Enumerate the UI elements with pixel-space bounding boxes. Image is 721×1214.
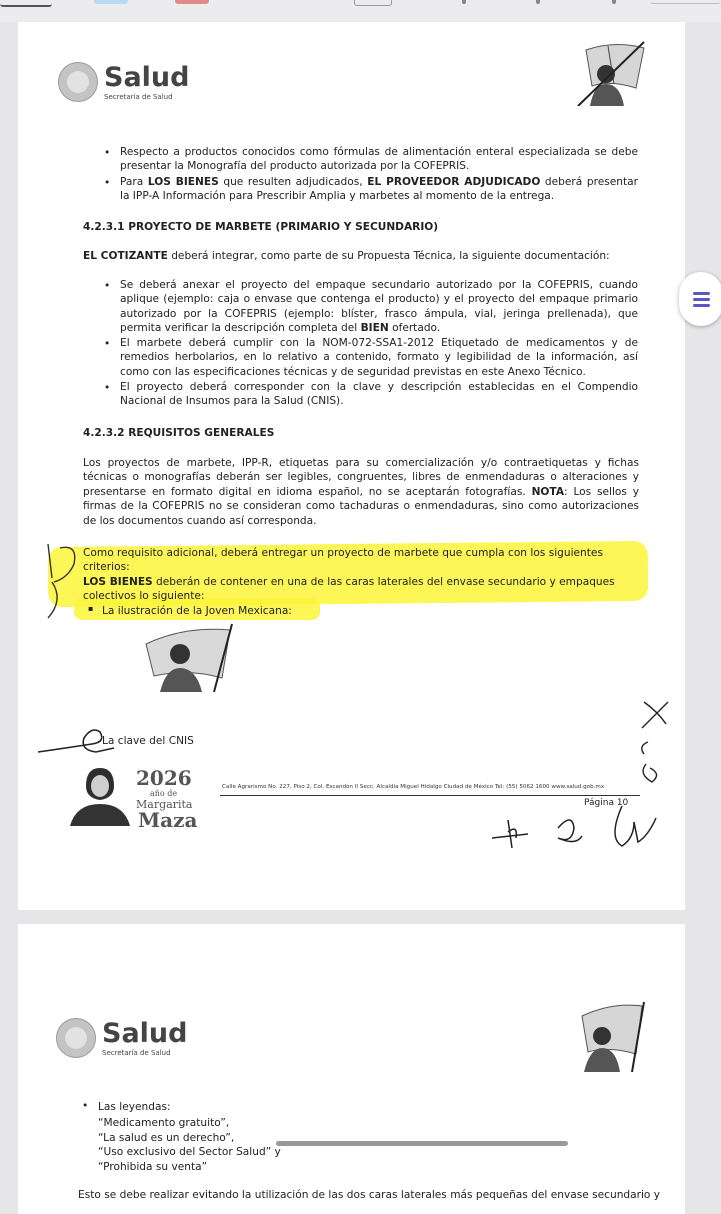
salud-logo <box>58 62 189 102</box>
section1-bullet-2: El marbete deberá cumplir con la NOM-072-SSA1-2012 Etiquetado de medicamentos y de remedios herbolarios, en lo relativo a contenido, formato y legibilidad de la información, así como con las especificaciones técnicas y de seguridad previstas en este Anexo Técnico. <box>120 337 638 378</box>
leyenda-item: “La salud es un derecho”, <box>98 1132 235 1144</box>
intro-bullet-1: Respecto a productos conocidos como fórmulas de alimentación enteral especializada se debe presentar la Monografía del producto autorizada por la COFEPRIS. <box>120 146 638 173</box>
person-last-name: Maza <box>138 808 198 832</box>
signature-scribble <box>488 798 668 856</box>
footer-address: Calle Agrarismo No. 227, Piso 2, Col. Escandón II Secc. Alcaldía Miguel Hidalgo Ciudad de México Tel: (55) 5062 1600 www.salud.gob.mx <box>222 784 605 790</box>
cutoff-line: Esto se debe realizar evitando la utilización de las dos caras laterales más pequeñas del envase secundario y <box>78 1189 661 1201</box>
section1-intro: EL COTIZANTE deberá integrar, como parte de su Propuesta Técnica, la siguiente documentación: <box>83 250 610 262</box>
horizontal-scrollbar[interactable] <box>276 1141 568 1146</box>
requisito-line: Como requisito adicional, deberá entregar un proyecto de marbete que cumpla con los siguientes criterios: <box>83 547 603 574</box>
section1-bullet-1: Se deberá anexar el proyecto del empaque secundario autorizado por la COFEPRIS, cuando aplique (ejemplo: caja o envase que contenga el producto) y el proyecto del empaque primario autorizado por la COFEPRIS (ejemplo: blíster, frasco ámpula, vial, jeringa prellenada), que permita verificar la descripción completa del BIEN ofertado. <box>120 279 638 335</box>
viewer-topbar <box>0 0 721 22</box>
section2-title: 4.2.3.2 REQUISITOS GENERALES <box>83 427 275 439</box>
toolbar-fragment <box>354 0 392 6</box>
intro-bullet-2: Para LOS BIENES que resulten adjudicados, EL PROVEEDOR ADJUDICADO deberá presentar la IPP-A Información para Prescribir Amplia y marbetes al momento de la entrega. <box>120 176 638 203</box>
leyenda-item: “Prohibida su venta” <box>98 1161 208 1173</box>
bienes-line: LOS BIENES deberán de contener en una de las caras laterales del envase secundario y empaques colectivos lo siguiente: <box>83 576 615 603</box>
toolbar-fragment <box>650 0 721 4</box>
flag-woman-illustration <box>572 996 648 1072</box>
government-seal-icon <box>56 1018 96 1058</box>
document-page-2[interactable]: Salud Secretaría de Salud • Las leyendas: “Medicamento gratuito”, “La salud es un derecho”, “Uso exclusivo del Sector Salud” y “Prohibida su venta” Esto se debe realizar evitando la utilización de las dos caras laterales más pequeñas del envase secundario y <box>18 924 685 1214</box>
portrait-illustration <box>66 764 134 826</box>
document-page-1[interactable]: Salud Secretaría de Salud • Respecto a productos conocidos como fórmulas de alimentación enteral especializada se debe presentar la Monografía del producto autorizada por la COFEPRIS. • Para LOS BIENES que resulten adjudicados, EL PROVEEDOR ADJUDICADO deberá presentar la IPP-A Información para Prescribir Amplia y marbetes al momento de la entrega. 4.2.3.1 PROYECTO DE MARBETE (PRIMARIO Y SECUNDARIO) EL COTIZANTE deberá integrar, como parte de su Propuesta Técnica, la siguiente documentación: • Se deberá anexar el proyecto del empaque secundario autorizado por la COFEPRIS, cuando aplique (ejemplo: caja o envase que contenga el producto) y el proyecto del empaque primario autorizado por la COFEPRIS (ejemplo: blíster, frasco ámpula, vial, jeringa prellenada), que permita verificar la descripción completa del BIEN ofertado. • El marbete deberá cumplir con la NOM-072-SSA1-2012 Etiquetado de medicamentos y de remedios herbolarios, en lo relativo a contenido, formato y legibilidad de la información, así como con las especificaciones técnicas y de seguridad previstas en este Anexo Técnico. • El proyecto deberá corresponder con la clave y descripción establecidas en el Compendio Nacional de Insumos para la Salud (CNIS). 4.2.3.2 REQUISITOS GENERALES Los proyectos de marbete, IPP-R, etiquetas para su comercialización y/o contraetiquetas y fichas técnicas o monografías deberán ser legibles, congruentes, libres de enmendaduras o alteraciones y presentarse en formato digital en idioma español, no se aceptarán fotografías. NOTA: Los sellos y firmas de la COFEPRIS no se consideran como tachaduras o enmendaduras, sino como autorizaciones de los documentos cuando así corresponda. Como requisito adicional, deberá entregar un proyecto de marbete que cumpla con los siguientes criterios: LOS BIENES deberán de contener en una de las caras laterales del envase secundario y empaques colectivos lo siguiente: ▪ La ilustración de la Joven Mexicana: La clave del CNIS 2026 año de Margarita Maza Calle Agrarismo No. 227, Piso 2, Col. Escandón II Secc. Alcaldía Miguel Hidalgo Ciudad de México Tel: (55) 5062 1600 www.salud.gob.mx Página 10 <box>18 22 685 910</box>
viewer-gutter <box>685 22 721 910</box>
year-text: 2026 <box>136 766 192 790</box>
toolbar-fragment <box>175 0 209 4</box>
toolbar-fragment <box>612 0 616 4</box>
footer-rule <box>220 795 640 796</box>
section1-bullet-3: El proyecto deberá corresponder con la clave y descripción establecidas en el Compendio Nacional de Insumos para la Salud (CNIS). <box>120 381 638 408</box>
leyenda-item: “Medicamento gratuito”, <box>98 1117 230 1129</box>
year-sub: año de <box>150 789 178 798</box>
menu-icon <box>693 292 710 295</box>
salud-logo <box>56 1018 187 1058</box>
flag-woman-illustration <box>140 620 236 692</box>
flag-woman-illustration <box>574 40 650 106</box>
menu-icon <box>693 304 710 307</box>
section2-paragraph: Los proyectos de marbete, IPP-R, etiquetas para su comercialización y/o contraetiquetas y fichas técnicas o monografías deberán ser legibles, congruentes, libres de enmendaduras o alteraciones y presentarse en formato digital en idioma español, no se aceptarán fotografías. NOTA: Los sellos y firmas de la COFEPRIS no se consideran como tachaduras o enmendaduras, sino como autorizaciones de los documentos cuando así corresponda. <box>83 457 639 527</box>
logo-name: Salud <box>102 1017 188 1049</box>
section1-title: 4.2.3.1 PROYECTO DE MARBETE (PRIMARIO Y SECUNDARIO) <box>83 221 439 233</box>
toolbar-fragment <box>536 0 540 4</box>
signature-scribble <box>628 698 678 790</box>
logo-name: Salud <box>104 61 190 93</box>
sub-bullet: La ilustración de la Joven Mexicana: <box>102 605 292 617</box>
person-first-name: Margarita <box>136 798 193 811</box>
toolbar-fragment <box>94 0 128 4</box>
clave-line: La clave del CNIS <box>102 735 194 747</box>
signature-scribble <box>38 538 92 624</box>
logo-subtitle: Secretaría de Salud <box>104 92 173 101</box>
menu-button[interactable] <box>679 272 721 326</box>
menu-icon <box>693 298 710 301</box>
logo-subtitle: Secretaría de Salud <box>102 1048 171 1057</box>
page-number: Página 10 <box>584 798 629 808</box>
government-seal-icon <box>58 62 98 102</box>
toolbar-fragment <box>462 0 466 4</box>
toolbar-fragment <box>0 0 52 7</box>
leyendas-title: Las leyendas: <box>98 1101 171 1113</box>
leyenda-item: “Uso exclusivo del Sector Salud” y <box>98 1146 281 1158</box>
